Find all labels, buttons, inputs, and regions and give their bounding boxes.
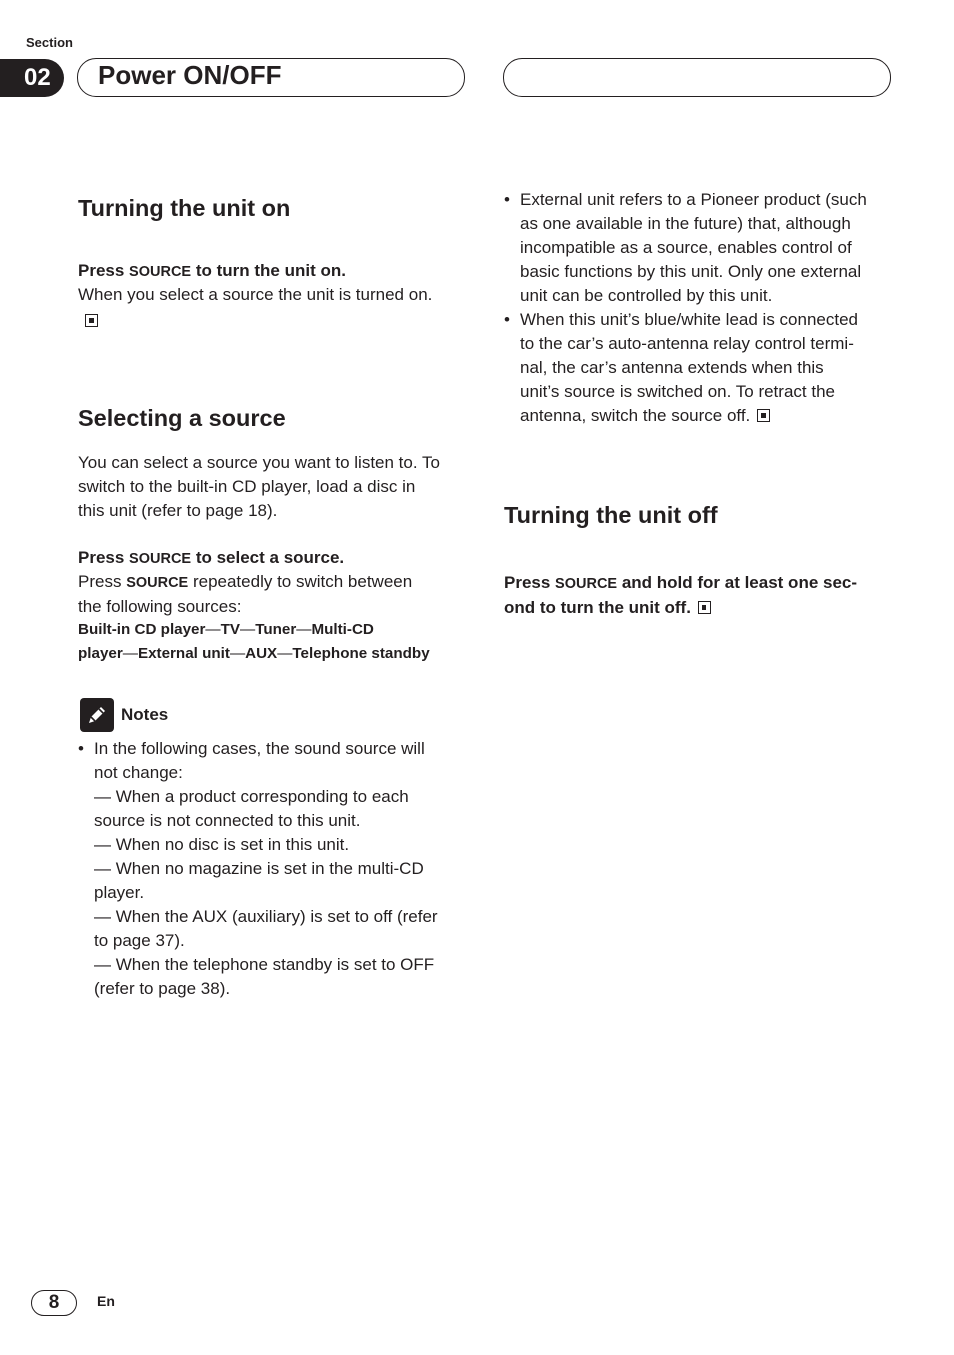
page-number: 8 [31, 1290, 77, 1316]
note-subitem: — When no disc is set in this unit. [94, 835, 350, 854]
empty-header-frame [503, 58, 891, 97]
selecting-intro: You can select a source you want to listen to. To switch to the built-in CD player, load a disc in this unit (refer to page 18). [78, 453, 440, 520]
note-subitem: — When the AUX (auxiliary) is set to off (refer to page 37). [94, 907, 438, 950]
source-multi-cd-cont: player [78, 645, 123, 662]
source-tuner: Tuner [255, 621, 297, 638]
source-aux: AUX [245, 645, 278, 662]
bullet-external-unit: • External unit refers to a Pioneer product (such as one available in the future) that, although incompatible as a source, enables control of basic functions by this unit. Only one external unit can be controlled by this unit. [504, 190, 867, 305]
heading-selecting-source: Selecting a source [78, 405, 286, 431]
note-subitem: — When the telephone standby is set to OFF (refer to page 38). [94, 955, 435, 998]
end-mark-icon [83, 313, 98, 331]
turning-on-body: When you select a source the unit is turned on. [78, 285, 433, 304]
notes-list [78, 737, 468, 1001]
source-list: Built-in CD player—TV—Tuner—Multi-CD player—External unit—AUX—Telephone standby [78, 621, 430, 662]
note-item: • In the following cases, the sound source will not change: [78, 739, 425, 782]
selecting-instruction: Press SOURCE to select a source. [78, 548, 345, 567]
notes-label: Notes [121, 705, 169, 724]
note-subitem: — When a product corresponding to each source is not connected to this unit. [94, 787, 409, 830]
section-label: Section [26, 35, 73, 50]
selecting-body: Press SOURCE repeatedly to switch between the following sources: [78, 572, 413, 616]
turning-on-instruction: Press SOURCE to turn the unit on. [78, 261, 346, 280]
heading-turning-off: Turning the unit off [504, 502, 718, 528]
source-external-unit: External unit [137, 645, 230, 662]
language-code: En [97, 1293, 115, 1309]
end-mark-icon [698, 601, 711, 614]
bullet-antenna: • When this unit’s blue/white lead is connected to the car’s auto-antenna relay control termi- nal, the car’s antenna extends when this unit’s source is switched on. To retract the antenna, switch the source off. [504, 310, 858, 425]
note-subitem: — When no magazine is set in the multi-CD player. [94, 859, 424, 902]
source-key-label: SOURCE [129, 264, 192, 280]
heading-turning-on: Turning the unit on [78, 195, 291, 221]
page-title: Power ON/OFF [98, 60, 282, 90]
source-key-label: SOURCE [129, 551, 192, 567]
end-mark-icon [757, 409, 770, 422]
source-key-label: SOURCE [126, 575, 189, 591]
source-tv: TV [220, 621, 241, 638]
source-key-label: SOURCE [555, 576, 618, 592]
turning-off-instruction: Press SOURCE and hold for at least one sec- ond to turn the unit off. [504, 573, 858, 617]
source-telephone-standby: Telephone standby [292, 645, 430, 662]
right-bullet-list [504, 188, 894, 428]
source-multi-cd: Multi-CD [311, 621, 374, 638]
source-builtin-cd: Built-in CD player [78, 621, 206, 638]
notes-pencil-icon [80, 698, 114, 732]
section-number-badge: 02 [0, 59, 64, 97]
